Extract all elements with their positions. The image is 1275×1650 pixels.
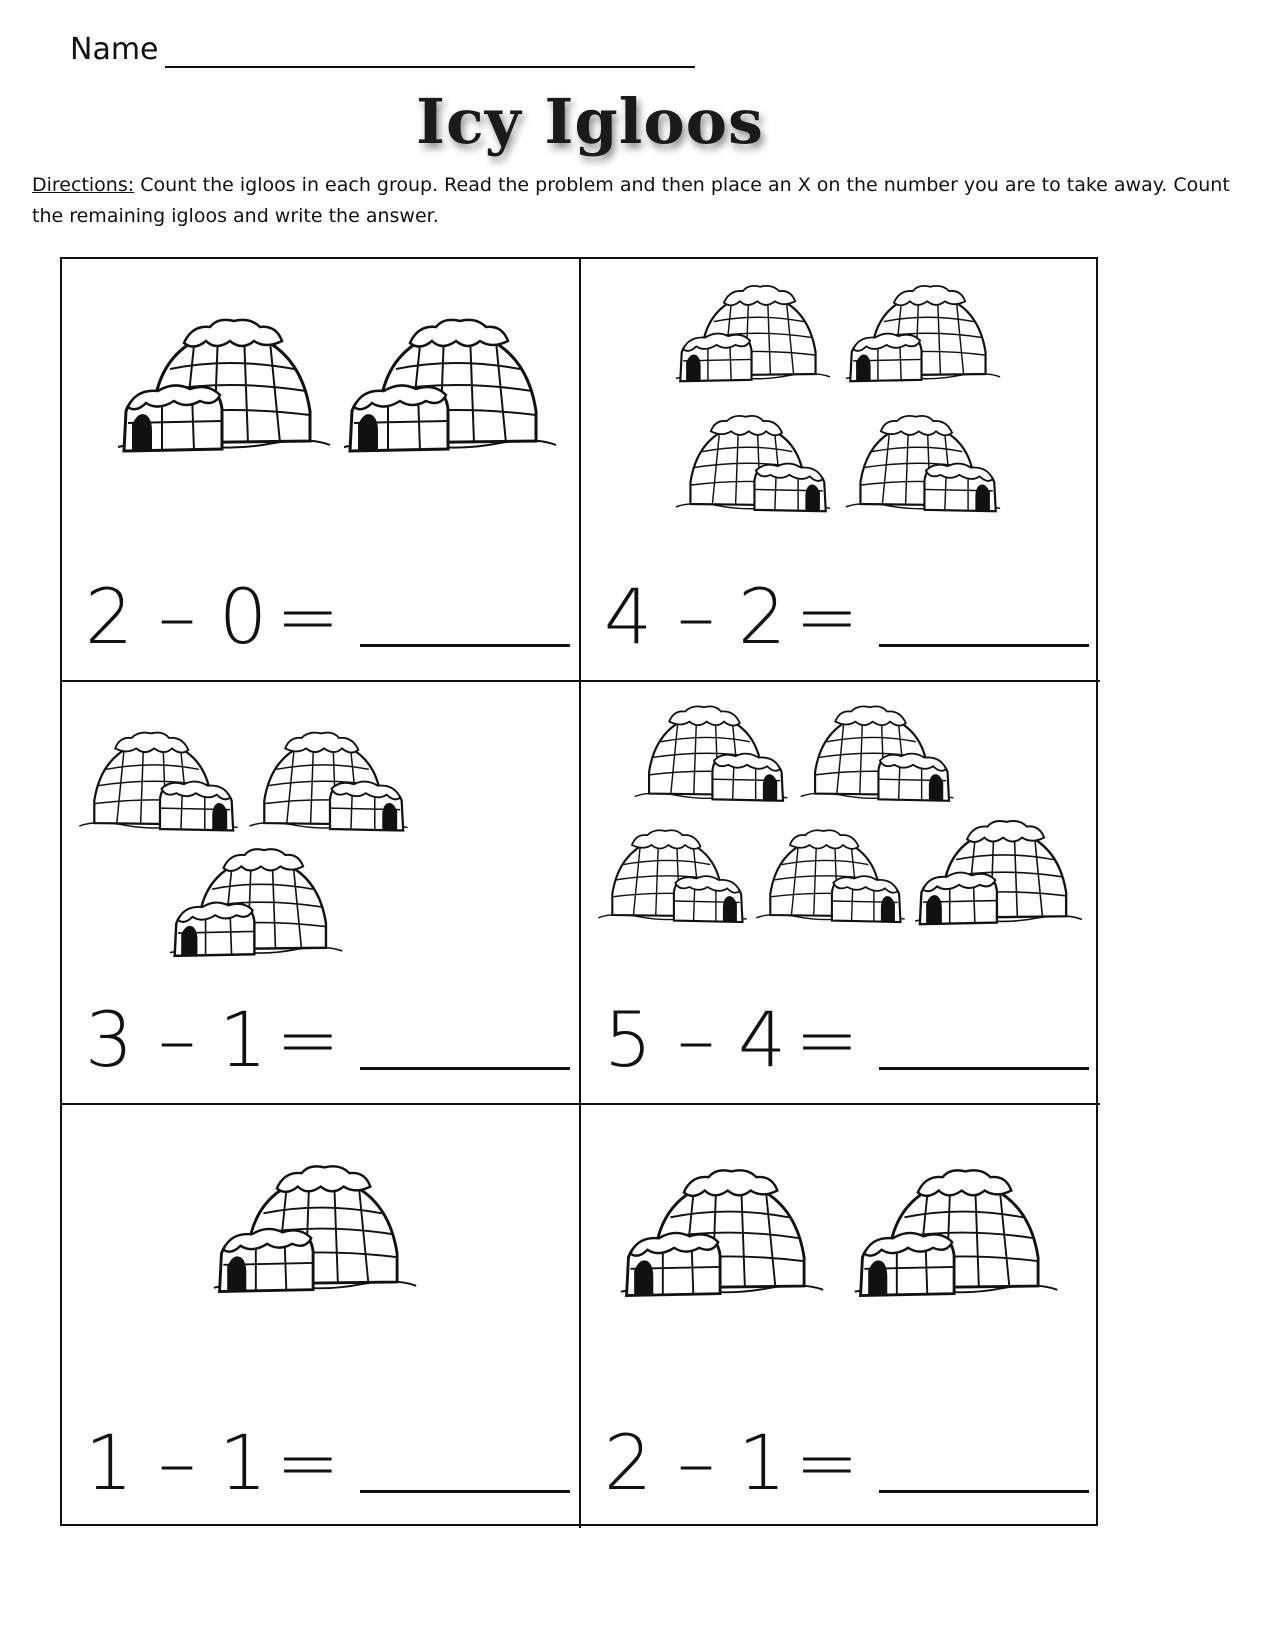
equation bbox=[593, 572, 1089, 661]
igloo-icon[interactable] bbox=[210, 1157, 420, 1302]
minuend[interactable]: 3 bbox=[84, 995, 134, 1084]
equation bbox=[74, 572, 570, 661]
igloo-icon[interactable] bbox=[753, 824, 908, 929]
igloo-icon[interactable] bbox=[797, 700, 957, 808]
answer-blank[interactable] bbox=[360, 644, 570, 647]
answer-blank[interactable] bbox=[879, 1067, 1089, 1070]
answer-blank[interactable] bbox=[879, 644, 1089, 647]
igloo-group bbox=[62, 1105, 579, 1405]
equation bbox=[593, 995, 1089, 1084]
name-field[interactable] bbox=[165, 36, 695, 68]
directions-text: Count the igloos in each group. Read the problem and then place an X on the number you are to take away. Count the remaining igloos and write the answer. bbox=[32, 174, 1230, 227]
igloo-icon[interactable] bbox=[114, 311, 334, 461]
directions-label: Directions: bbox=[32, 174, 135, 196]
answer-blank[interactable] bbox=[879, 1490, 1089, 1493]
minus-sign: – bbox=[677, 572, 715, 661]
problem-grid bbox=[60, 257, 1098, 1526]
igloo-icon[interactable] bbox=[843, 279, 1003, 389]
igloo-icon[interactable] bbox=[851, 1161, 1061, 1306]
equals-sign: = bbox=[276, 1418, 340, 1507]
equation bbox=[74, 995, 570, 1084]
equals-sign: = bbox=[795, 1418, 859, 1507]
problem-cell-2 bbox=[581, 259, 1100, 682]
problem-cell-5 bbox=[62, 1105, 581, 1528]
igloo-icon[interactable] bbox=[76, 726, 241, 838]
problem-cell-3 bbox=[62, 682, 581, 1105]
minus-sign: – bbox=[158, 1418, 196, 1507]
minuend[interactable]: 4 bbox=[603, 572, 653, 661]
subtrahend[interactable]: 4 bbox=[737, 995, 787, 1084]
subtrahend[interactable]: 0 bbox=[218, 572, 268, 661]
equals-sign: = bbox=[276, 572, 340, 661]
igloo-group bbox=[581, 682, 1098, 982]
minuend[interactable]: 5 bbox=[603, 995, 653, 1084]
equals-sign: = bbox=[795, 995, 859, 1084]
answer-blank[interactable] bbox=[360, 1490, 570, 1493]
igloo-icon[interactable] bbox=[843, 409, 1003, 519]
igloo-group bbox=[581, 259, 1098, 559]
minuend[interactable]: 2 bbox=[603, 1418, 653, 1507]
igloo-group bbox=[62, 682, 579, 982]
minuend[interactable]: 1 bbox=[84, 1418, 134, 1507]
worksheet-title: Icy Igloos bbox=[416, 85, 764, 158]
igloo-icon[interactable] bbox=[673, 409, 833, 519]
subtrahend[interactable]: 2 bbox=[737, 572, 787, 661]
equals-sign: = bbox=[795, 572, 859, 661]
problem-cell-1 bbox=[62, 259, 581, 682]
igloo-icon[interactable] bbox=[595, 824, 750, 929]
igloo-icon[interactable] bbox=[673, 279, 833, 389]
igloo-icon[interactable] bbox=[340, 311, 560, 461]
name-row bbox=[70, 24, 695, 68]
equation bbox=[74, 1418, 570, 1507]
minus-sign: – bbox=[158, 572, 196, 661]
igloo-icon[interactable] bbox=[246, 726, 411, 838]
minuend[interactable]: 2 bbox=[84, 572, 134, 661]
igloo-icon[interactable] bbox=[631, 700, 791, 808]
directions bbox=[32, 170, 1242, 232]
igloo-icon[interactable] bbox=[166, 842, 346, 964]
igloo-group bbox=[581, 1105, 1098, 1405]
problem-cell-6 bbox=[581, 1105, 1100, 1528]
minus-sign: – bbox=[677, 995, 715, 1084]
equals-sign: = bbox=[276, 995, 340, 1084]
minus-sign: – bbox=[677, 1418, 715, 1507]
igloo-icon[interactable] bbox=[911, 814, 1086, 932]
equation bbox=[593, 1418, 1089, 1507]
subtrahend[interactable]: 1 bbox=[218, 1418, 268, 1507]
problem-cell-4 bbox=[581, 682, 1100, 1105]
answer-blank[interactable] bbox=[360, 1067, 570, 1070]
igloo-group bbox=[62, 259, 579, 559]
subtrahend[interactable]: 1 bbox=[737, 1418, 787, 1507]
minus-sign: – bbox=[158, 995, 196, 1084]
subtrahend[interactable]: 1 bbox=[218, 995, 268, 1084]
name-label: Name bbox=[70, 32, 159, 67]
igloo-icon[interactable] bbox=[617, 1161, 827, 1306]
